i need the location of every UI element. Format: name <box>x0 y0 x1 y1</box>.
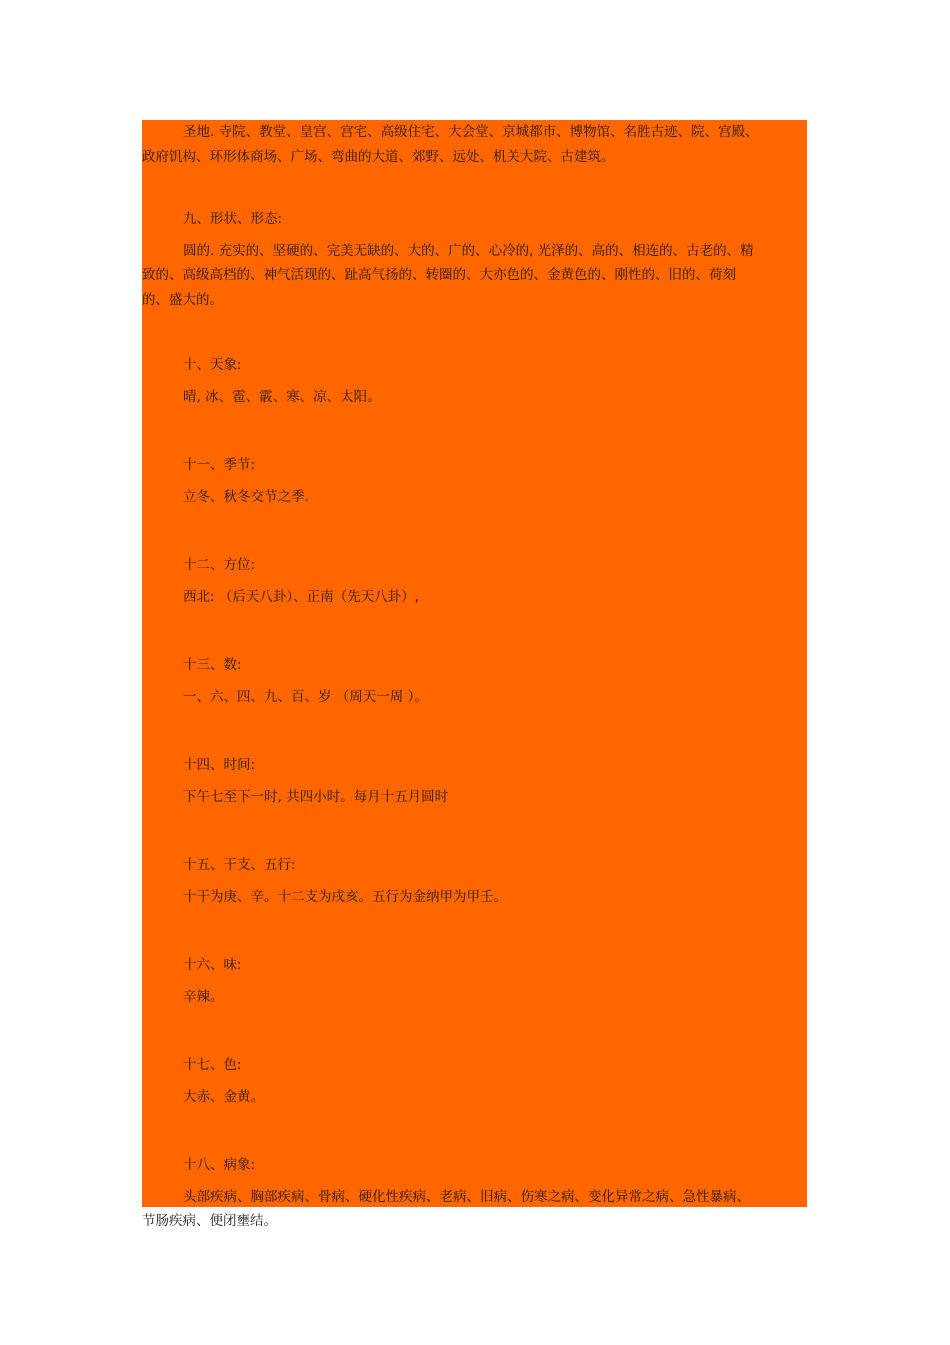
section-body: 大赤、金黄。 <box>183 1088 264 1105</box>
section-heading: 十一、季节: <box>183 457 256 473</box>
section-taste <box>142 953 762 1009</box>
section-heading: 十七、色: <box>183 1057 242 1073</box>
section-heading: 十八、病象: <box>183 1157 256 1173</box>
section-heading: 十三、数: <box>183 657 242 673</box>
section-number <box>142 653 762 709</box>
section-body: 一、六、四、九、百、岁 （周天一周 ）。 <box>183 688 428 705</box>
section-body: 立冬、秋冬交节之季. <box>183 488 309 505</box>
intro-paragraph: 圣地. 寺院、教堂、皇宫、宫宅、高级住宅、大会堂、京城都市、博物馆、名胜古迹、院、宫殿、政府饥构、环形体商场、广场、弯曲的大道、郊野、远处、机关大院、古建筑。 <box>142 124 759 165</box>
section-heading: 十四、时间: <box>183 757 256 773</box>
section-heading: 十五、干支、五行: <box>183 857 296 873</box>
section-body: 十干为庚、辛。十二支为戌亥。五行为金纳甲为甲壬。 <box>183 888 507 905</box>
section-direction <box>142 553 762 609</box>
section-time <box>142 753 762 809</box>
section-ganzhi <box>142 853 762 909</box>
section-illness <box>142 1153 762 1234</box>
section-weather <box>142 353 762 409</box>
section-body: 西北: （后天八卦）、正南（先天八卦）, <box>183 588 419 605</box>
section-shape <box>142 207 762 312</box>
section-body: 圆的. 充实的、坚硬的、完美无缺的、大的、广的、心冷的, 光泽的、高的、相连的、古老的、精致的、高级高档的、神气活现的、趾高气扬的、转圈的、大亦色的、金黄色的、刚性的、旧的、荷刻的、盛大的。 <box>142 242 754 308</box>
section-body: 辛辣。 <box>183 988 224 1005</box>
section-body: 下午七至下一时, 共四小时。每月十五月圆时 <box>183 788 449 805</box>
section-body: 头部疾病、胸部疾病、骨病、硬化性疾病、老病、旧病、伤寒之病、变化异常之病、急性暴病、节肠疾病、便闭壅结。 <box>142 1188 750 1229</box>
section-heading: 十、天象: <box>183 357 242 373</box>
section-heading: 九、形状、形态: <box>183 211 283 227</box>
document-body <box>142 120 762 1234</box>
section-heading: 十二、方位: <box>183 557 256 573</box>
section-color <box>142 1053 762 1109</box>
section-body: 晴, 冰、雹、霰、寒、凉、太阳。 <box>183 388 381 405</box>
section-season <box>142 453 762 509</box>
section-heading: 十六、味: <box>183 957 242 973</box>
